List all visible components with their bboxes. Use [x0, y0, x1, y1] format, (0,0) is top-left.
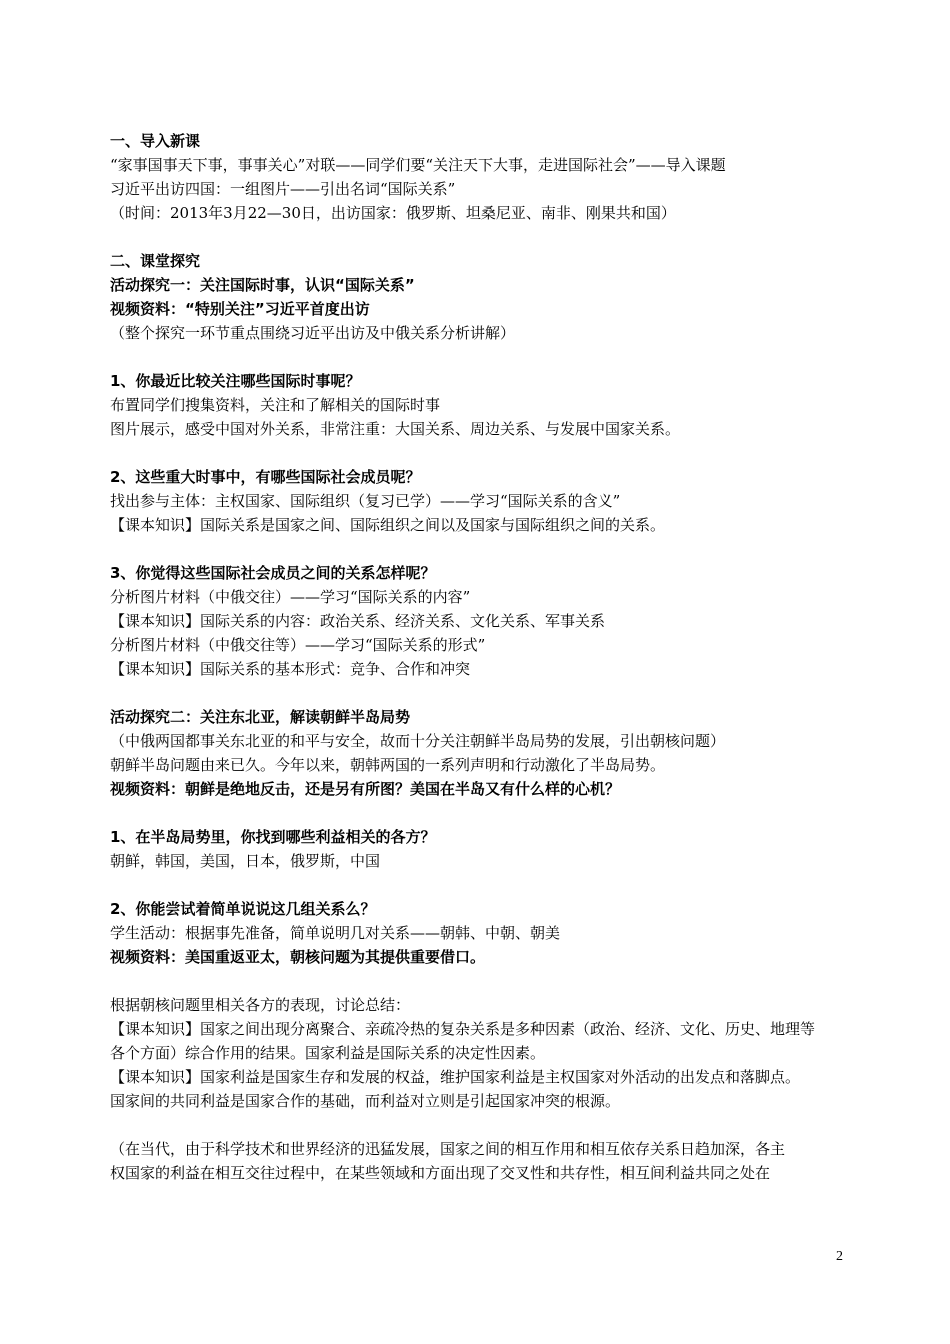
- paragraph-gap: [110, 681, 870, 705]
- paragraph-gap: [110, 801, 870, 825]
- text-line: 国家间的共同利益是国家合作的基础，而利益对立则是引起国家冲突的根源。: [110, 1092, 621, 1110]
- text-line: 【课本知识】国家利益是国家生存和发展的权益，维护国家利益是主权国家对外活动的出发点和落脚点。: [110, 1068, 801, 1086]
- heading-line: 二、课堂探究: [110, 252, 201, 270]
- paragraph-gap: [110, 1113, 870, 1137]
- heading-line: 一、导入新课: [110, 132, 201, 150]
- text-line: 学生活动：根据事先准备，简单说明几对关系——朝韩、中朝、朝美: [110, 924, 561, 942]
- text-line: （在当代，由于科学技术和世界经济的迅猛发展，国家之间的相互作用和相互依存关系日趋加深，各主: [110, 1140, 786, 1158]
- text-line: 【课本知识】国际关系是国家之间、国际组织之间以及国家与国际组织之间的关系。: [110, 516, 666, 534]
- text-line: 【课本知识】国家之间出现分离聚合、亲疏冷热的复杂关系是多种因素（政治、经济、文化、历史、地理等: [110, 1020, 816, 1038]
- text-line: 布置同学们搜集资料，关注和了解相关的国际时事: [110, 396, 441, 414]
- section-s10: [110, 1137, 870, 1185]
- document-body: [110, 129, 870, 1185]
- paragraph-gap: [110, 873, 870, 897]
- text-line: 朝鲜，韩国，美国，日本，俄罗斯，中国: [110, 852, 381, 870]
- section-s7: [110, 825, 870, 873]
- text-line: （中俄两国都事关东北亚的和平与安全，故而十分关注朝鲜半岛局势的发展，引出朝核问题）: [110, 732, 726, 750]
- text-line: 朝鲜半岛问题由来已久。今年以来，朝韩两国的一系列声明和行动激化了半岛局势。: [110, 756, 666, 774]
- paragraph-gap: [110, 345, 870, 369]
- text-line: 找出参与主体：主权国家、国际组织（复习已学）——学习“国际关系的含义”: [110, 492, 621, 510]
- heading-line: 1、你最近比较关注哪些国际时事呢？: [110, 372, 361, 390]
- text-line: 根据朝核问题里相关各方的表现，讨论总结：: [110, 996, 411, 1014]
- paragraph-gap: [110, 969, 870, 993]
- heading-line: 视频资料：美国重返亚太，朝核问题为其提供重要借口。: [110, 948, 486, 966]
- heading-line: 视频资料：朝鲜是绝地反击，还是另有所图？美国在半岛又有什么样的心机？: [110, 780, 621, 798]
- section-s3: [110, 369, 870, 441]
- text-line: 分析图片材料（中俄交往）——学习“国际关系的内容”: [110, 588, 471, 606]
- heading-line: 1、在半岛局势里，你找到哪些利益相关的各方？: [110, 828, 436, 846]
- section-s4: [110, 465, 870, 537]
- heading-line: 2、你能尝试着简单说说这几组关系么？: [110, 900, 376, 918]
- text-line: 权国家的利益在相互交往过程中，在某些领域和方面出现了交叉性和共存性，相互间利益共同之处在: [110, 1164, 771, 1182]
- text-line: （整个探究一环节重点围绕习近平出访及中俄关系分析讲解）: [110, 324, 516, 342]
- text-line: “家事国事天下事，事事关心”对联——同学们要“关注天下大事，走进国际社会”——导入课题: [110, 156, 726, 174]
- section-s9: [110, 993, 870, 1113]
- section-s5: [110, 561, 870, 681]
- text-line: 【课本知识】国际关系的内容：政治关系、经济关系、文化关系、军事关系: [110, 612, 606, 630]
- paragraph-gap: [110, 225, 870, 249]
- section-s2: [110, 249, 870, 345]
- text-line: （时间：2013年3月22—30日，出访国家：俄罗斯、坦桑尼亚、南非、刚果共和国）: [110, 204, 676, 222]
- text-line: 分析图片材料（中俄交往等）——学习“国际关系的形式”: [110, 636, 486, 654]
- heading-line: 活动探究二：关注东北亚，解读朝鲜半岛局势: [110, 708, 411, 726]
- heading-line: 视频资料：“特别关注”习近平首度出访: [110, 300, 370, 318]
- heading-line: 2、这些重大时事中，有哪些国际社会成员呢？: [110, 468, 421, 486]
- section-s6: [110, 705, 870, 801]
- page-number: 2: [836, 1249, 843, 1264]
- heading-line: 3、你觉得这些国际社会成员之间的关系怎样呢？: [110, 564, 436, 582]
- section-s8: [110, 897, 870, 969]
- text-line: 图片展示，感受中国对外关系，非常注重：大国关系、周边关系、与发展中国家关系。: [110, 420, 681, 438]
- text-line: 习近平出访四国：一组图片——引出名词“国际关系”: [110, 180, 456, 198]
- section-s1: [110, 129, 870, 225]
- text-line: 【课本知识】国际关系的基本形式：竞争、合作和冲突: [110, 660, 471, 678]
- text-line: 各个方面）综合作用的结果。国家利益是国际关系的决定性因素。: [110, 1044, 546, 1062]
- paragraph-gap: [110, 537, 870, 561]
- paragraph-gap: [110, 441, 870, 465]
- heading-line: 活动探究一：关注国际时事，认识“国际关系”: [110, 276, 415, 294]
